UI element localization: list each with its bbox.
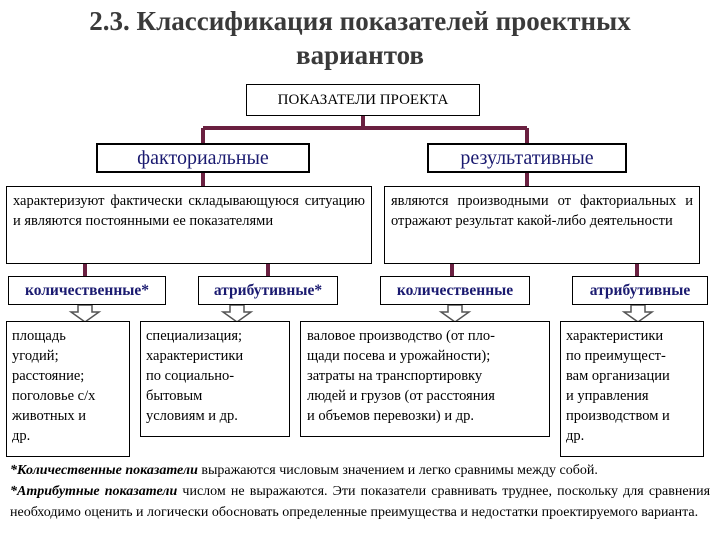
list-item: и объемов перевозки) и др. [307,408,474,424]
factorial-attributive-examples [140,321,290,437]
arrow-resultant-quant [441,305,469,322]
resultant-description-box [384,186,700,264]
footnote-attributive-text: числом не выражаются. Эти показатели сравнивать труднее, поскольку для сравнения необходимо оценить и логически обосновать определенные преимущества и недостатки проектируемого варианта. [10,484,711,520]
project-indicators-box [246,84,480,116]
list-item: расстояние; [12,368,85,384]
factorial-description-box [6,186,372,264]
resultant-quantitative-box [380,276,530,305]
factorial-quantitative-box [8,276,166,305]
arrow-factorial-quant [71,305,99,322]
factorial-description: характеризуют фактически складывающуюся ситуацию и являются постоянными ее показателями [13,193,365,229]
footnote-attributive-term: *Атрибутные показатели [10,484,178,499]
list-item: характеристики [566,328,664,344]
resultant-description: являются производными от факториальных и отражают результат какой-либо деятельности [391,193,693,229]
list-item: характеристики [146,348,244,364]
title-line-1: 2.3. Классификация показателей проектных [89,6,631,36]
list-item: специализация; [146,328,243,344]
factorial-quantitative-examples [6,321,130,457]
arrow-factorial-attr [223,305,251,322]
footnote-attributive [10,481,710,523]
list-item: валовое производство (от пло- [307,328,495,344]
root-connector [203,116,527,143]
resultant-desc-connector [452,264,637,276]
list-item: по социально- [146,368,235,384]
factorial-box [96,143,310,173]
factorial-desc-connector [85,264,268,276]
list-item: по преимущест- [566,348,666,364]
list-item: поголовье с/х [12,388,96,404]
list-item: животных и [12,408,87,424]
list-item: условиям и др. [146,408,238,424]
factorial-attributive-box [198,276,338,305]
arrow-resultant-attr [624,305,652,322]
resultant-quantitative-label: количественные [396,281,514,299]
resultant-quantitative-examples [300,321,550,437]
resultant-attributive-label: атрибутивные [589,281,691,299]
list-item: и управления [566,388,649,404]
footnote-quantitative-text: выражаются числовым значением и легко сравнимы между собой. [197,463,598,478]
list-item: щади посева и урожайности); [307,348,491,364]
list-item: затраты на транспортировку [307,368,483,384]
factorial-attributive-label: атрибутивные* [213,281,323,299]
list-item: вам организации [566,368,670,384]
project-indicators-label: ПОКАЗАТЕЛИ ПРОЕКТА [277,91,449,108]
list-item: др. [566,428,585,444]
resultant-attributive-examples [560,321,704,457]
resultant-label: результативные [460,146,594,169]
list-item: людей и грузов (от расстояния [307,388,495,404]
footnote-quantitative [10,460,710,481]
list-item: площадь [12,328,66,344]
list-item: бытовым [146,388,203,404]
list-item: угодий; [12,348,59,364]
factorial-label: факториальные [137,146,269,169]
footnote-quantitative-term: *Количественные показатели [10,463,198,478]
list-item: производством и [566,408,670,424]
title-line-2: вариантов [295,40,425,70]
resultant-box [427,143,627,173]
factorial-quantitative-label: количественные* [24,281,150,299]
resultant-attributive-box [572,276,708,305]
list-item: др. [12,428,31,444]
footnotes [10,460,710,523]
